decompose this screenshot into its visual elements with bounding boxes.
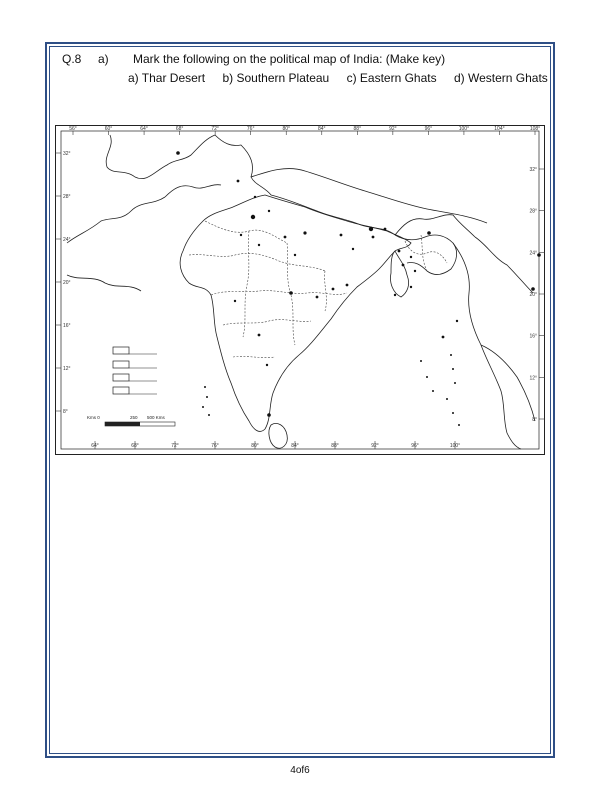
- page-number: 4of6: [290, 765, 310, 776]
- scale-bar: [87, 415, 175, 426]
- map-linework: [67, 135, 535, 449]
- right-latitude-label: 20°: [529, 292, 537, 298]
- map-inner-frame: [61, 131, 539, 449]
- top-longitude-label: 64°: [140, 126, 148, 132]
- scale-label-start: Kms 0: [87, 415, 100, 420]
- bottom-longitude-label: 96°: [411, 443, 419, 449]
- right-latitude-label: 32°: [529, 167, 537, 173]
- bottom-longitude-label: 64°: [91, 443, 99, 449]
- top-longitude-label: 100°: [458, 126, 470, 132]
- left-latitude-label: 28°: [63, 194, 71, 200]
- top-longitude-label: 60°: [104, 126, 113, 132]
- right-latitude-label: 16°: [529, 333, 537, 340]
- right-latitude-label: 28°: [529, 208, 537, 215]
- top-longitude-label: 76°: [246, 126, 255, 132]
- question-items: [128, 71, 562, 85]
- right-latitude-label: 24°: [529, 250, 537, 257]
- bottom-longitude-label: 80°: [251, 443, 259, 449]
- right-latitude-label: 8°: [532, 417, 537, 423]
- india-political-map: [55, 125, 545, 455]
- item-thar-desert: a) Thar Desert: [128, 71, 206, 85]
- right-latitude-labels: [529, 167, 537, 423]
- top-longitude-label: 92°: [389, 126, 397, 132]
- city-dots: [176, 151, 541, 426]
- left-latitude-label: 32°: [63, 151, 71, 157]
- bottom-longitude-label: 88°: [331, 443, 339, 449]
- key-boxes: [113, 347, 129, 394]
- top-longitude-label: 68°: [175, 126, 184, 132]
- left-latitude-labels: [63, 151, 71, 415]
- map-frame: [56, 126, 545, 455]
- scale-label-end: 500 Kms: [147, 415, 165, 420]
- top-longitude-label: 108°: [529, 126, 541, 132]
- top-longitude-label: 84°: [317, 126, 326, 132]
- right-latitude-label: 12°: [529, 375, 537, 382]
- left-latitude-label: 20°: [63, 280, 71, 286]
- bottom-longitude-label: 92°: [371, 443, 379, 449]
- top-longitude-label: 56°: [69, 126, 77, 132]
- key-lines: [129, 354, 157, 394]
- left-latitude-label: 8°: [63, 409, 68, 415]
- bottom-longitude-label: 76°: [211, 443, 219, 449]
- top-longitude-label: 72°: [211, 126, 219, 132]
- item-western-ghats: d) Western Ghats: [453, 71, 548, 85]
- bottom-longitude-label: 100°: [449, 443, 461, 449]
- left-latitude-label: 24°: [63, 237, 71, 243]
- bottom-longitude-label: 68°: [131, 443, 139, 449]
- top-longitude-label: 80°: [282, 126, 291, 132]
- question-part: a): [98, 52, 109, 66]
- top-longitude-label: 104°: [494, 126, 505, 132]
- bottom-longitude-label: 72°: [171, 443, 179, 449]
- bottom-longitude-label: 84°: [291, 443, 299, 449]
- top-longitude-label: 88°: [353, 126, 362, 132]
- bottom-longitude-labels: [91, 443, 460, 449]
- left-latitude-label: 16°: [63, 323, 71, 329]
- item-southern-plateau: b) Southern Plateau: [222, 71, 330, 85]
- question-number: Q.8: [62, 52, 82, 66]
- top-longitude-label: 96°: [424, 126, 433, 132]
- left-latitude-label: 12°: [63, 366, 71, 372]
- item-eastern-ghats: c) Eastern Ghats: [346, 71, 437, 85]
- graticule-ticks: [55, 131, 545, 449]
- scale-label-mid: 250: [130, 415, 138, 420]
- question-text: Mark the following on the political map of India: (Make key): [133, 52, 446, 66]
